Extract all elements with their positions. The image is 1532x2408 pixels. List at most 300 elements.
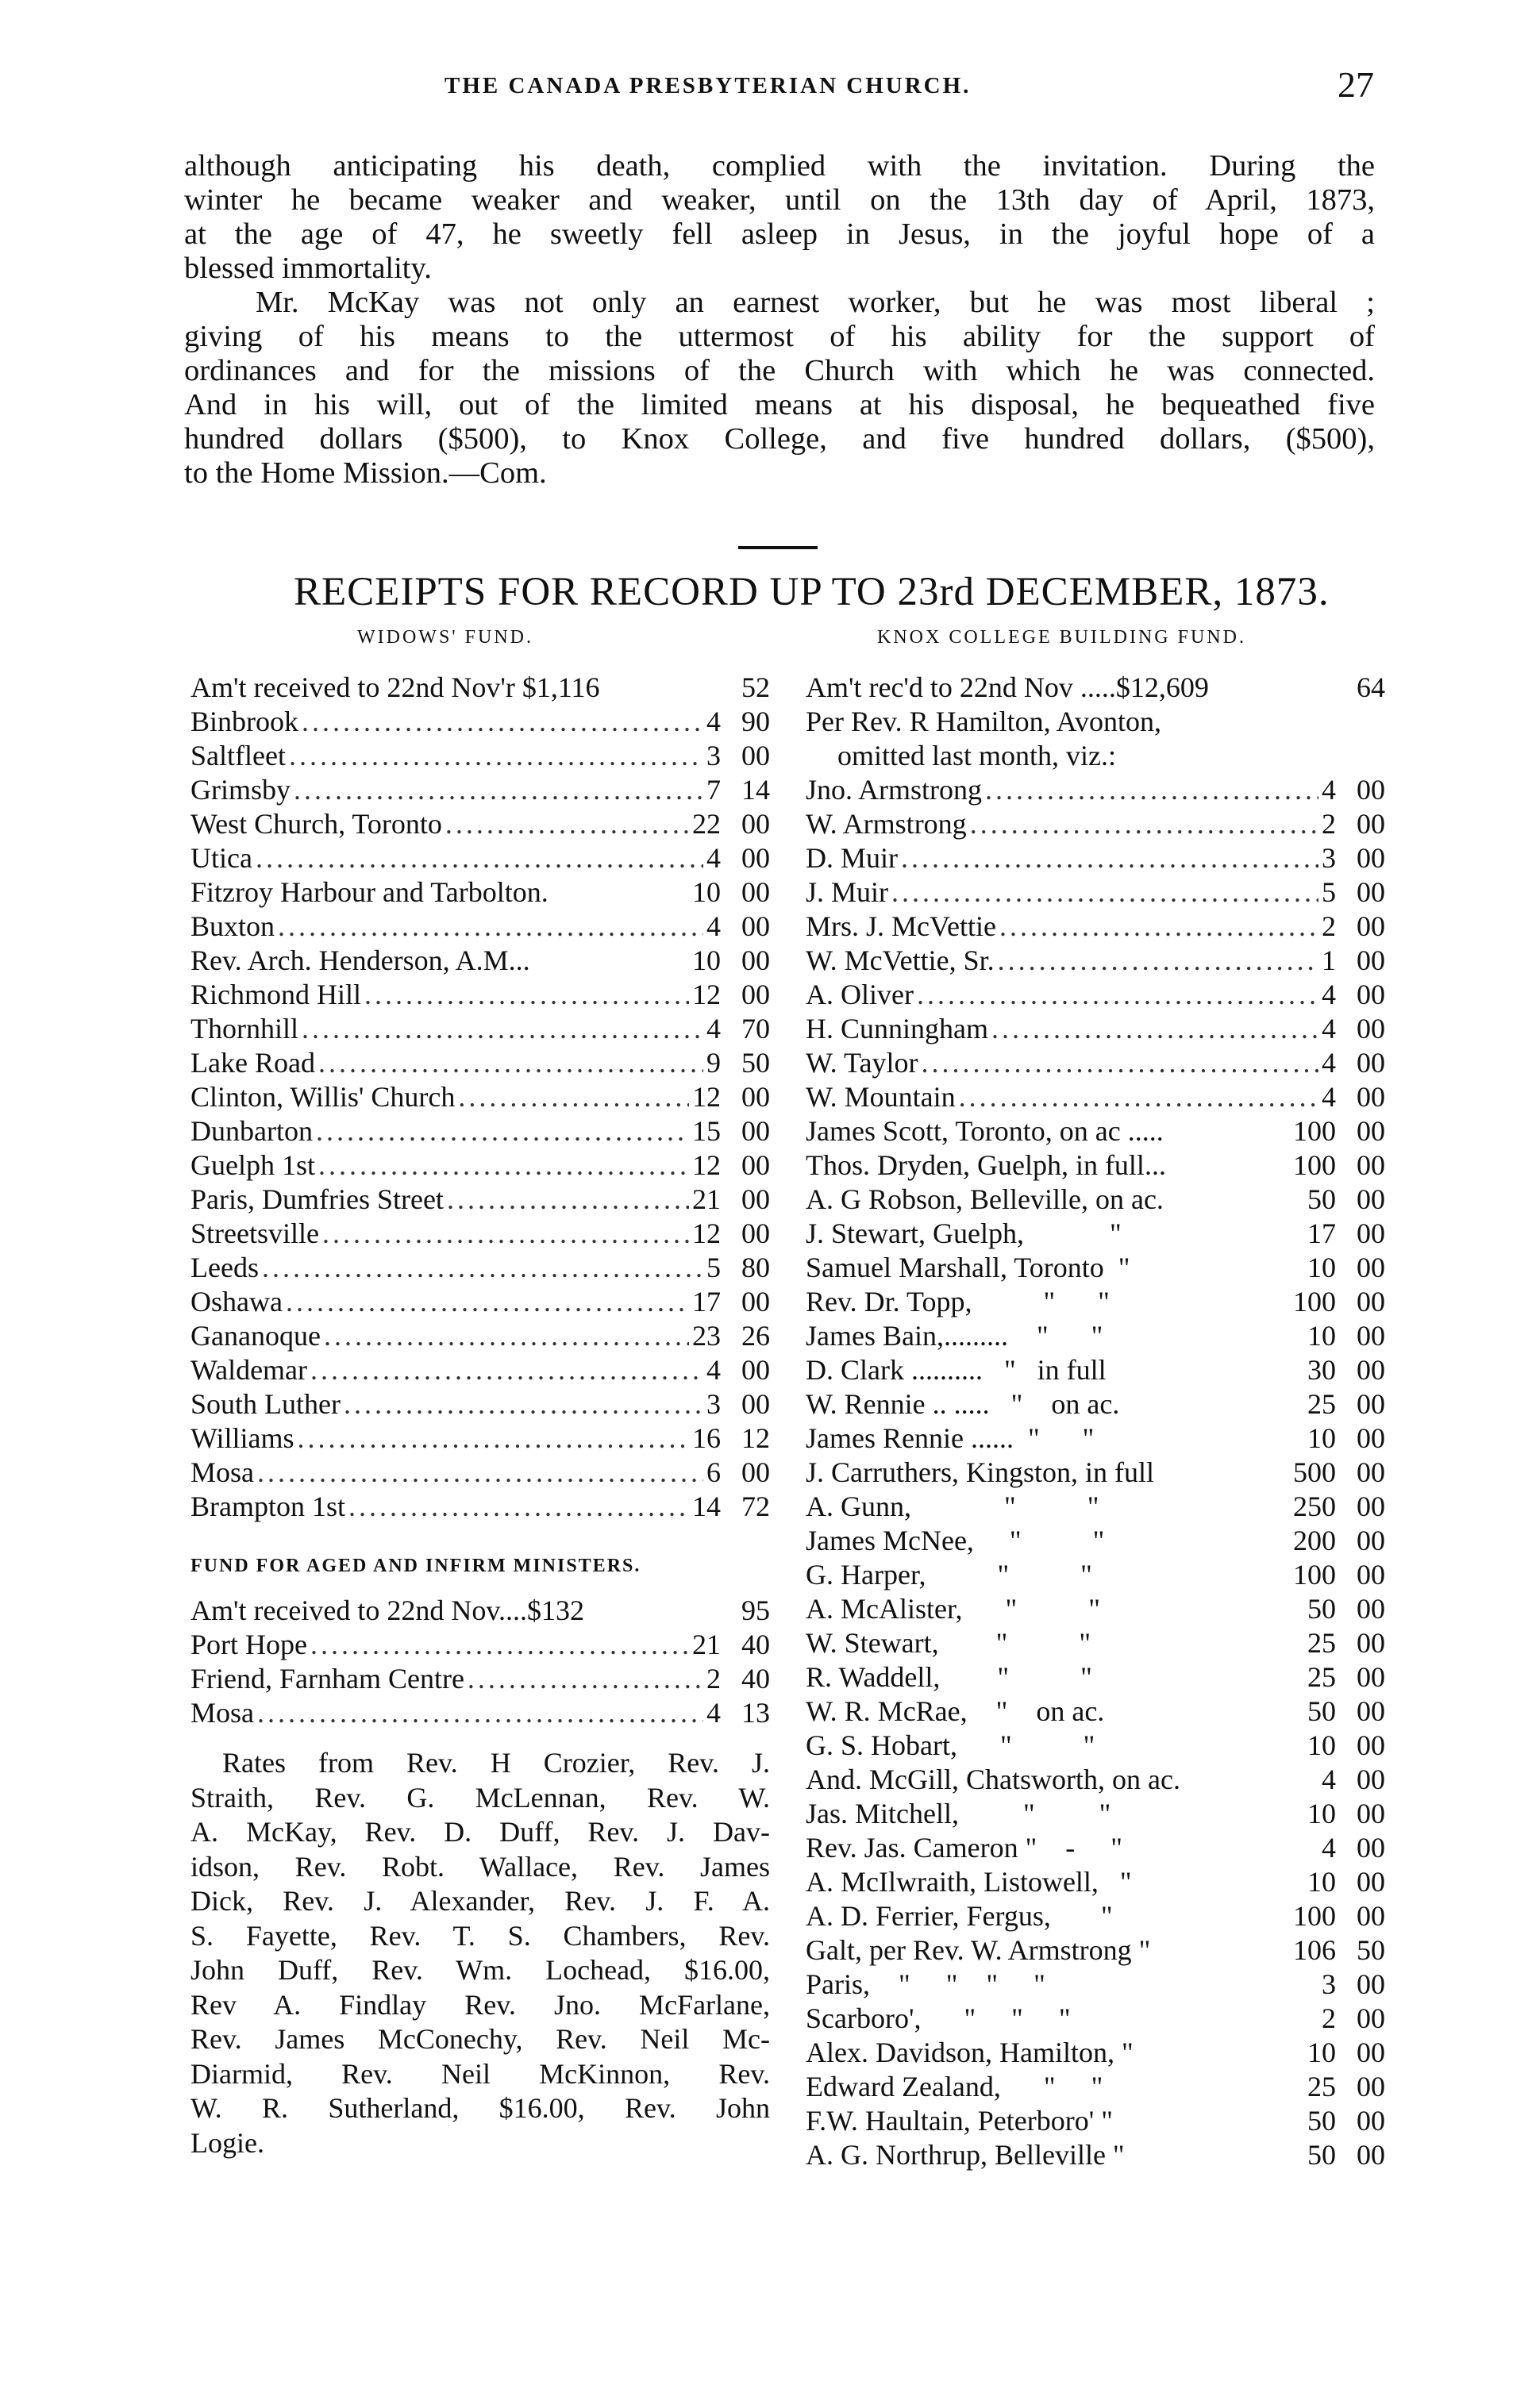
entry-dollars: 10 — [1307, 1798, 1336, 1829]
entry-name: W. Stewart, " " — [806, 1627, 1091, 1659]
text-line: Dick, Rev. J. Alexander, Rev. J. F. A. — [191, 1885, 770, 1917]
leader-dots — [256, 841, 703, 875]
ledger-row — [191, 1628, 770, 1662]
leader-dots — [278, 910, 703, 943]
entry-cents: 00 — [1357, 1115, 1385, 1147]
ledger-row — [191, 1217, 770, 1251]
entry-name: H. Cunningham — [806, 1013, 988, 1044]
leader-dots — [921, 1046, 1318, 1079]
entry-dollars: 17 — [692, 1286, 721, 1317]
entry-name: South Luther — [191, 1388, 341, 1420]
entry-name: Paris, " " " " — [806, 1968, 1045, 2000]
entry-dollars: 10 — [1307, 1252, 1336, 1283]
entry-cents: 00 — [1357, 1900, 1385, 1932]
entry-name: D. Muir — [806, 842, 898, 874]
text-line: Straith, Rev. G. McLennan, Rev. W. — [191, 1781, 770, 1814]
leader-dots — [298, 1421, 689, 1455]
entry-name: Am't received to 22nd Nov'r $1,116 — [191, 671, 600, 703]
entry-name: A. McIlwraith, Listowell, " — [806, 1866, 1132, 1898]
entry-cents: 00 — [741, 1456, 770, 1488]
ledger-row — [806, 1968, 1385, 2002]
entry-name: G. Harper, " " — [806, 1559, 1092, 1591]
entry-name: Utica — [191, 842, 252, 874]
text-line: John Duff, Rev. Wm. Lochead, $16.00, — [191, 1954, 770, 1986]
leader-dots — [294, 773, 703, 806]
ledger-row — [191, 1490, 770, 1524]
ledger-row — [806, 1046, 1385, 1080]
entry-name: D. Clark .......... " in full — [806, 1354, 1107, 1386]
entry-name: Jas. Mitchell, " " — [806, 1798, 1111, 1829]
text-line: Logie. — [191, 2126, 264, 2159]
entry-name: Waldemar — [191, 1354, 308, 1386]
entry-cents: 00 — [1357, 774, 1385, 806]
entry-cents: 00 — [1357, 1320, 1385, 1352]
ledger-row — [191, 1594, 770, 1628]
entry-dollars: 10 — [692, 876, 721, 908]
entry-cents: 00 — [1357, 1354, 1385, 1386]
entry-dollars: 25 — [1307, 2071, 1336, 2102]
entry-dollars: 50 — [1307, 1593, 1336, 1625]
ledger-row — [191, 978, 770, 1012]
entry-dollars: 5 — [706, 1252, 721, 1283]
entry-dollars: 12 — [692, 1149, 721, 1181]
entry-name: Thos. Dryden, Guelph, in full... — [806, 1149, 1166, 1181]
entry-dollars: 6 — [706, 1456, 721, 1488]
entry-cents: 40 — [741, 1629, 770, 1660]
entry-name: Guelph 1st — [191, 1149, 315, 1181]
leader-dots — [318, 1148, 689, 1182]
entry-dollars: 4 — [1322, 979, 1336, 1010]
entry-cents: 00 — [1357, 1729, 1385, 1761]
ledger-row — [806, 1456, 1385, 1490]
ledger-row — [191, 1662, 770, 1696]
text-line: winter he became weaker and weaker, until on the 13th day of April, 1873, — [184, 183, 1375, 217]
ledger-row — [806, 1387, 1385, 1421]
ledger-row — [806, 841, 1385, 875]
entry-name: Fitzroy Harbour and Tarbolton. — [191, 876, 549, 908]
ledger-row — [191, 841, 770, 875]
entry-name: Gananoque — [191, 1320, 321, 1352]
entry-dollars: 100 — [1293, 1559, 1336, 1591]
entry-name: Saltfleet — [191, 740, 286, 771]
entry-name: James Scott, Toronto, on ac ..... — [806, 1115, 1164, 1147]
entry-cents: 00 — [1357, 1695, 1385, 1727]
ledger-row — [806, 1899, 1385, 1933]
ledger-row — [806, 1729, 1385, 1763]
entry-cents: 00 — [1357, 1217, 1385, 1249]
entry-name: Streetsville — [191, 1217, 319, 1249]
ledger-row — [806, 978, 1385, 1012]
leader-dots — [991, 1012, 1318, 1045]
entry-name: Jno. Armstrong — [806, 774, 983, 806]
entry-cents: 00 — [1357, 944, 1385, 976]
ledger-row — [806, 739, 1385, 773]
entry-name: And. McGill, Chatsworth, on ac. — [806, 1764, 1180, 1795]
entry-name: Mosa — [191, 1456, 254, 1488]
entry-cents: 00 — [1357, 2071, 1385, 2102]
ledger-row — [806, 1251, 1385, 1285]
entry-name: Mosa — [191, 1697, 254, 1729]
entry-dollars: 106 — [1293, 1934, 1336, 1966]
ledger-row — [806, 1353, 1385, 1387]
ledger-row — [191, 807, 770, 841]
leader-dots — [445, 807, 689, 840]
ledger-row — [806, 1012, 1385, 1046]
entry-name: W. Rennie .. ..... " on ac. — [806, 1388, 1120, 1420]
entry-dollars: 4 — [1322, 1764, 1336, 1795]
entry-name: James McNee, " " — [806, 1525, 1105, 1556]
leader-dots — [999, 910, 1318, 943]
entry-dollars: 17 — [1307, 1217, 1336, 1249]
leader-dots — [302, 705, 703, 738]
ledger-row — [191, 1012, 770, 1046]
leader-dots — [917, 978, 1318, 1011]
entry-cents: 00 — [1357, 1422, 1385, 1454]
ledger-row — [806, 1626, 1385, 1660]
entry-name: Paris, Dumfries Street — [191, 1183, 444, 1215]
entry-cents: 00 — [741, 1354, 770, 1386]
entry-cents: 00 — [1357, 1013, 1385, 1044]
entry-dollars: 10 — [692, 944, 721, 976]
entry-name: Williams — [191, 1422, 294, 1454]
entry-cents: 00 — [1357, 842, 1385, 874]
entry-name: James Bain,......... " " — [806, 1320, 1103, 1352]
entry-name: W. R. McRae, " on ac. — [806, 1695, 1105, 1727]
entry-dollars: 4 — [706, 1354, 721, 1386]
ledger-row — [191, 705, 770, 739]
entry-dollars: 9 — [706, 1047, 721, 1079]
ledger-row — [806, 773, 1385, 807]
ledger-row — [191, 1251, 770, 1285]
text-line: Mr. McKay was not only an earnest worker, but he was most liberal ; — [256, 286, 1375, 319]
leader-dots — [286, 1285, 689, 1318]
entry-cents: 00 — [1357, 1866, 1385, 1898]
entry-name: Mrs. J. McVettie — [806, 910, 996, 942]
entry-name: R. Waddell, " " — [806, 1661, 1092, 1693]
entry-dollars: 21 — [692, 1183, 721, 1215]
ledger-row — [191, 1046, 770, 1080]
leader-dots — [985, 773, 1318, 806]
entry-cents: 00 — [1357, 979, 1385, 1010]
ledger-row — [806, 1660, 1385, 1694]
entry-dollars: 30 — [1307, 1354, 1336, 1386]
entry-name: Port Hope — [191, 1629, 307, 1660]
widows-fund-caption: WIDOWS' FUND. — [357, 627, 533, 648]
ledger-row — [806, 2138, 1385, 2172]
entry-cents: 00 — [1357, 1832, 1385, 1864]
entry-cents: 00 — [741, 842, 770, 874]
entry-dollars: 25 — [1307, 1661, 1336, 1693]
entry-cents: 00 — [1357, 1081, 1385, 1113]
entry-name: Alex. Davidson, Hamilton, " — [806, 2037, 1134, 2068]
leader-dots — [310, 1628, 689, 1661]
entry-name: Am't rec'd to 22nd Nov .....$12,609 — [806, 671, 1209, 703]
entry-cents: 00 — [1357, 2002, 1385, 2034]
entry-dollars: 200 — [1293, 1525, 1336, 1556]
entry-dollars: 50 — [1307, 2139, 1336, 2171]
entry-dollars: 21 — [692, 1629, 721, 1660]
entry-cents: 00 — [741, 1183, 770, 1215]
ledger-row — [806, 1183, 1385, 1217]
leader-dots — [324, 1319, 689, 1352]
leader-dots — [901, 841, 1318, 875]
entry-cents: 00 — [1357, 1047, 1385, 1079]
entry-dollars: 10 — [1307, 1866, 1336, 1898]
knox-fund-list — [806, 671, 1385, 2172]
entry-dollars: 10 — [1307, 1422, 1336, 1454]
entry-name: Clinton, Willis' Church — [191, 1081, 456, 1113]
entry-dollars: 50 — [1307, 1695, 1336, 1727]
text-line: ordinances and for the missions of the Church with which he was connected. — [184, 354, 1375, 387]
entry-name: Brampton 1st — [191, 1491, 345, 1522]
entry-name: West Church, Toronto — [191, 808, 442, 840]
entry-cents: 00 — [741, 1217, 770, 1249]
entry-name: Rev. Arch. Henderson, A.M... — [191, 944, 530, 976]
ledger-row — [191, 875, 770, 910]
entry-dollars: 4 — [706, 1697, 721, 1729]
entry-name: A. G. Northrup, Belleville " — [806, 2139, 1125, 2171]
ledger-row — [806, 944, 1385, 978]
entry-cents: 00 — [1357, 1183, 1385, 1215]
aged-fund-notes — [191, 1746, 770, 2160]
entry-dollars: 4 — [706, 706, 721, 737]
entry-name: W. Taylor — [806, 1047, 918, 1079]
leader-dots — [458, 1080, 689, 1114]
ledger-row — [806, 2070, 1385, 2104]
entry-name: Am't received to 22nd Nov....$132 — [191, 1594, 585, 1626]
entry-cents: 00 — [741, 910, 770, 942]
text-line: And in his will, out of the limited means at his disposal, he bequeathed five — [184, 388, 1375, 421]
leader-dots — [257, 1696, 703, 1729]
ledger-row — [191, 1114, 770, 1148]
entry-name: Per Rev. R Hamilton, Avonton, — [806, 706, 1161, 737]
entry-cents: 00 — [1357, 1661, 1385, 1693]
entry-cents: 00 — [1357, 1798, 1385, 1829]
entry-cents: 80 — [741, 1252, 770, 1283]
ledger-row — [806, 1763, 1385, 1797]
text-line: W. R. Sutherland, $16.00, Rev. John — [191, 2092, 770, 2124]
ledger-row — [806, 1421, 1385, 1456]
entry-cents: 00 — [741, 1149, 770, 1181]
leader-dots — [998, 944, 1318, 977]
entry-cents: 90 — [741, 706, 770, 737]
entry-name: Samuel Marshall, Toronto " — [806, 1252, 1130, 1283]
leader-dots — [364, 978, 689, 1011]
entry-dollars: 3 — [706, 1388, 721, 1420]
entry-cents: 50 — [741, 1047, 770, 1079]
entry-name: omitted last month, viz.: — [837, 740, 1116, 771]
ledger-row — [806, 807, 1385, 841]
knox-fund-caption: KNOX COLLEGE BUILDING FUND. — [877, 627, 1246, 648]
entry-cents: 00 — [1357, 1456, 1385, 1488]
ledger-row — [806, 1490, 1385, 1524]
ledger-row — [806, 1831, 1385, 1865]
entry-name: A. D. Ferrier, Fergus, " — [806, 1900, 1113, 1932]
entry-name: Rev. Dr. Topp, " " — [806, 1286, 1110, 1317]
entry-cents: 13 — [741, 1697, 770, 1729]
ledger-row — [806, 671, 1385, 705]
entry-name: W. Armstrong — [806, 808, 967, 840]
entry-dollars: 100 — [1293, 1149, 1336, 1181]
entry-cents: 00 — [1357, 1525, 1385, 1556]
leader-dots — [289, 739, 703, 772]
entry-dollars: 4 — [706, 842, 721, 874]
text-line: Diarmid, Rev. Neil McKinnon, Rev. — [191, 2057, 770, 2090]
ledger-row — [191, 944, 770, 978]
entry-cents: 00 — [741, 808, 770, 840]
ledger-row — [191, 1148, 770, 1183]
entry-dollars: 100 — [1293, 1115, 1336, 1147]
entry-dollars: 4 — [1322, 1832, 1336, 1864]
entry-cents: 00 — [1357, 1559, 1385, 1591]
ledger-row — [806, 1217, 1385, 1251]
text-line: A. McKay, Rev. D. Duff, Rev. J. Dav- — [191, 1816, 770, 1848]
ledger-row — [806, 1080, 1385, 1114]
ledger-row — [191, 1353, 770, 1387]
entry-cents: 52 — [741, 671, 770, 703]
entry-dollars: 100 — [1293, 1900, 1336, 1932]
entry-dollars: 3 — [706, 740, 721, 771]
entry-cents: 40 — [741, 1663, 770, 1694]
entry-dollars: 2 — [1322, 2002, 1336, 2034]
leader-dots — [318, 1046, 703, 1079]
entry-dollars: 4 — [1322, 1013, 1336, 1044]
ledger-row — [191, 1183, 770, 1217]
widows-fund-list — [191, 671, 770, 1524]
entry-cents: 00 — [1357, 1388, 1385, 1420]
entry-cents: 00 — [741, 1081, 770, 1113]
aged-fund-caption: FUND FOR AGED AND INFIRM MINISTERS. — [191, 1556, 641, 1576]
entry-dollars: 50 — [1307, 1183, 1336, 1215]
text-line: idson, Rev. Robt. Wallace, Rev. James — [191, 1850, 770, 1883]
entry-name: Richmond Hill — [191, 979, 361, 1010]
entry-name: Galt, per Rev. W. Armstrong " — [806, 1934, 1151, 1966]
ledger-row — [806, 1558, 1385, 1592]
entry-cents: 72 — [741, 1491, 770, 1522]
ledger-row — [191, 773, 770, 807]
ledger-row — [806, 1797, 1385, 1831]
entry-cents: 12 — [741, 1422, 770, 1454]
entry-dollars: 15 — [692, 1115, 721, 1147]
leader-dots — [970, 807, 1318, 840]
leader-dots — [322, 1217, 689, 1250]
entry-dollars: 25 — [1307, 1627, 1336, 1659]
entry-cents: 00 — [741, 944, 770, 976]
entry-dollars: 5 — [1322, 876, 1336, 908]
entry-cents: 70 — [741, 1013, 770, 1044]
leader-dots — [447, 1183, 689, 1216]
entry-cents: 00 — [741, 740, 770, 771]
entry-name: Binbrook — [191, 706, 299, 737]
section-rule — [738, 546, 818, 549]
leader-dots — [310, 1353, 703, 1387]
entry-dollars: 50 — [1307, 2105, 1336, 2137]
entry-cents: 00 — [741, 876, 770, 908]
leader-dots — [302, 1012, 703, 1045]
entry-name: J. Carruthers, Kingston, in full — [806, 1456, 1154, 1488]
ledger-row — [191, 1080, 770, 1114]
entry-cents: 00 — [1357, 1968, 1385, 2000]
entry-cents: 00 — [1357, 1627, 1385, 1659]
entry-name: G. S. Hobart, " " — [806, 1729, 1095, 1761]
entry-name: James Rennie ...... " " — [806, 1422, 1095, 1454]
ledger-row — [806, 2104, 1385, 2138]
ledger-row — [806, 1114, 1385, 1148]
entry-cents: 95 — [741, 1594, 770, 1626]
entry-cents: 50 — [1357, 1934, 1385, 1966]
entry-cents: 00 — [1357, 1491, 1385, 1522]
entry-name: Edward Zealand, " " — [806, 2071, 1103, 2102]
leader-dots — [959, 1080, 1318, 1114]
ledger-row — [191, 910, 770, 944]
entry-cents: 00 — [1357, 2105, 1385, 2137]
running-head: THE CANADA PRESBYTERIAN CHURCH. — [445, 73, 972, 98]
ledger-row — [806, 2036, 1385, 2070]
entry-cents: 00 — [1357, 1764, 1385, 1795]
ledger-row — [806, 1694, 1385, 1729]
leader-dots — [891, 875, 1318, 909]
entry-cents: 00 — [741, 1388, 770, 1420]
text-line: at the age of 47, he sweetly fell asleep in Jesus, in the joyful hope of a — [184, 217, 1375, 251]
text-line: blessed immortality. — [184, 252, 432, 285]
text-line: Rev A. Findlay Rev. Jno. McFarlane, — [191, 1988, 770, 2021]
entry-cents: 00 — [1357, 876, 1385, 908]
entry-dollars: 4 — [706, 1013, 721, 1044]
entry-dollars: 25 — [1307, 1388, 1336, 1420]
entry-dollars: 2 — [706, 1663, 721, 1694]
entry-dollars: 2 — [1322, 910, 1336, 942]
entry-cents: 00 — [741, 979, 770, 1010]
ledger-row — [191, 1387, 770, 1421]
entry-name: W. McVettie, Sr. — [806, 944, 995, 976]
entry-dollars: 3 — [1322, 842, 1336, 874]
entry-dollars: 500 — [1293, 1456, 1336, 1488]
entry-name: Lake Road — [191, 1047, 315, 1079]
ledger-row — [806, 1592, 1385, 1626]
entry-dollars: 10 — [1307, 1729, 1336, 1761]
entry-dollars: 250 — [1293, 1491, 1336, 1522]
entry-dollars: 12 — [692, 979, 721, 1010]
entry-name: J. Muir — [806, 876, 889, 908]
text-line: giving of his means to the uttermost of his ability for the support of — [184, 320, 1375, 353]
entry-dollars: 10 — [1307, 1320, 1336, 1352]
aged-fund-list — [191, 1594, 770, 1730]
entry-dollars: 4 — [1322, 774, 1336, 806]
ledger-row — [806, 1285, 1385, 1319]
entry-name: A. G Robson, Belleville, on ac. — [806, 1183, 1164, 1215]
leader-dots — [316, 1114, 689, 1148]
entry-cents: 00 — [1357, 1286, 1385, 1317]
entry-dollars: 22 — [692, 808, 721, 840]
entry-cents: 00 — [741, 1286, 770, 1317]
ledger-row — [806, 1148, 1385, 1183]
leader-dots — [468, 1662, 703, 1695]
entry-cents: 00 — [741, 1115, 770, 1147]
entry-cents: 00 — [1357, 1149, 1385, 1181]
intro-paragraph — [184, 149, 1375, 490]
entry-cents: 00 — [1357, 2139, 1385, 2171]
entry-cents: 64 — [1357, 671, 1385, 703]
entry-dollars: 3 — [1322, 1968, 1336, 2000]
ledger-row — [191, 1285, 770, 1319]
entry-name: F.W. Haultain, Peterboro' " — [806, 2105, 1113, 2137]
ledger-row — [806, 1319, 1385, 1353]
text-line: although anticipating his death, complied with the invitation. During the — [184, 149, 1375, 183]
ledger-row — [806, 1933, 1385, 1968]
ledger-row — [191, 1696, 770, 1730]
ledger-row — [806, 2002, 1385, 2036]
leader-dots — [262, 1251, 703, 1284]
